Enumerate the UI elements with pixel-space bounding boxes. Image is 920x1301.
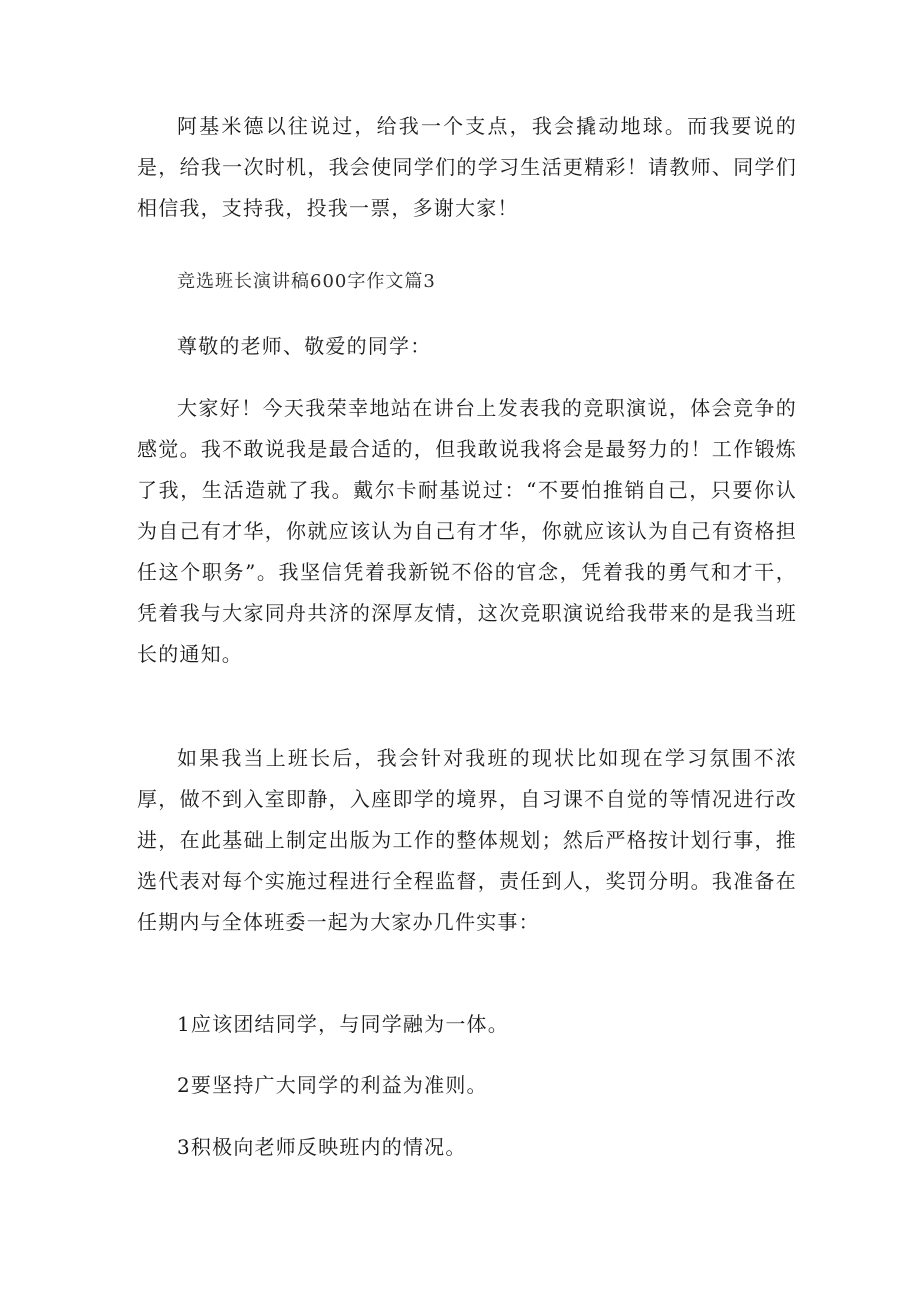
- section-heading: 竞选班长演讲稿600字作文篇3: [177, 271, 436, 292]
- paragraph-archimedes: 阿基米德以往说过，给我一个支点，我会撬动地球。而我要说的是，给我一次时机，我会使同学们的学习生活更精彩！请教师、同学们相信我，支持我，投我一票，多谢大家！: [137, 114, 797, 220]
- list-item-1: 1应该团结同学，与同学融为一体。: [177, 1012, 509, 1036]
- paragraph-plan: 如果我当上班长后，我会针对我班的现状比如现在学习氛围不浓厚，做不到入室即静，入座即学的境界，自习课不自觉的等情况进行改进，在此基础上制定出版为工作的整体规划；然后严格按计划行事，推选代表对每个实施过程进行全程监督，责任到人，奖罚分明。我准备在任期内与全体班委一起为大家办几件实事：: [137, 746, 797, 934]
- paragraph-greeting: 大家好！今天我荣幸地站在讲台上发表我的竞职演说，体会竞争的感觉。我不敢说我是最合适的，但我敢说我将会是最努力的！工作锻炼了我，生活造就了我。戴尔卡耐基说过：“不要怕推销自己，只要你认为自己有才华，你就应该认为自己有才华，你就应该认为自己有资格担任这个职务”。我坚信凭着我新锐不俗的官念，凭着我的勇气和才干，凭着我与大家同舟共济的深厚友情，这次竞职演说给我带来的是我当班长的通知。: [137, 396, 797, 666]
- list-item-2: 2要坚持广大同学的利益为准则。: [177, 1073, 488, 1097]
- salutation: 尊敬的老师、敬爱的同学：: [177, 334, 432, 358]
- list-item-3: 3积极向老师反映班内的情况。: [177, 1135, 467, 1159]
